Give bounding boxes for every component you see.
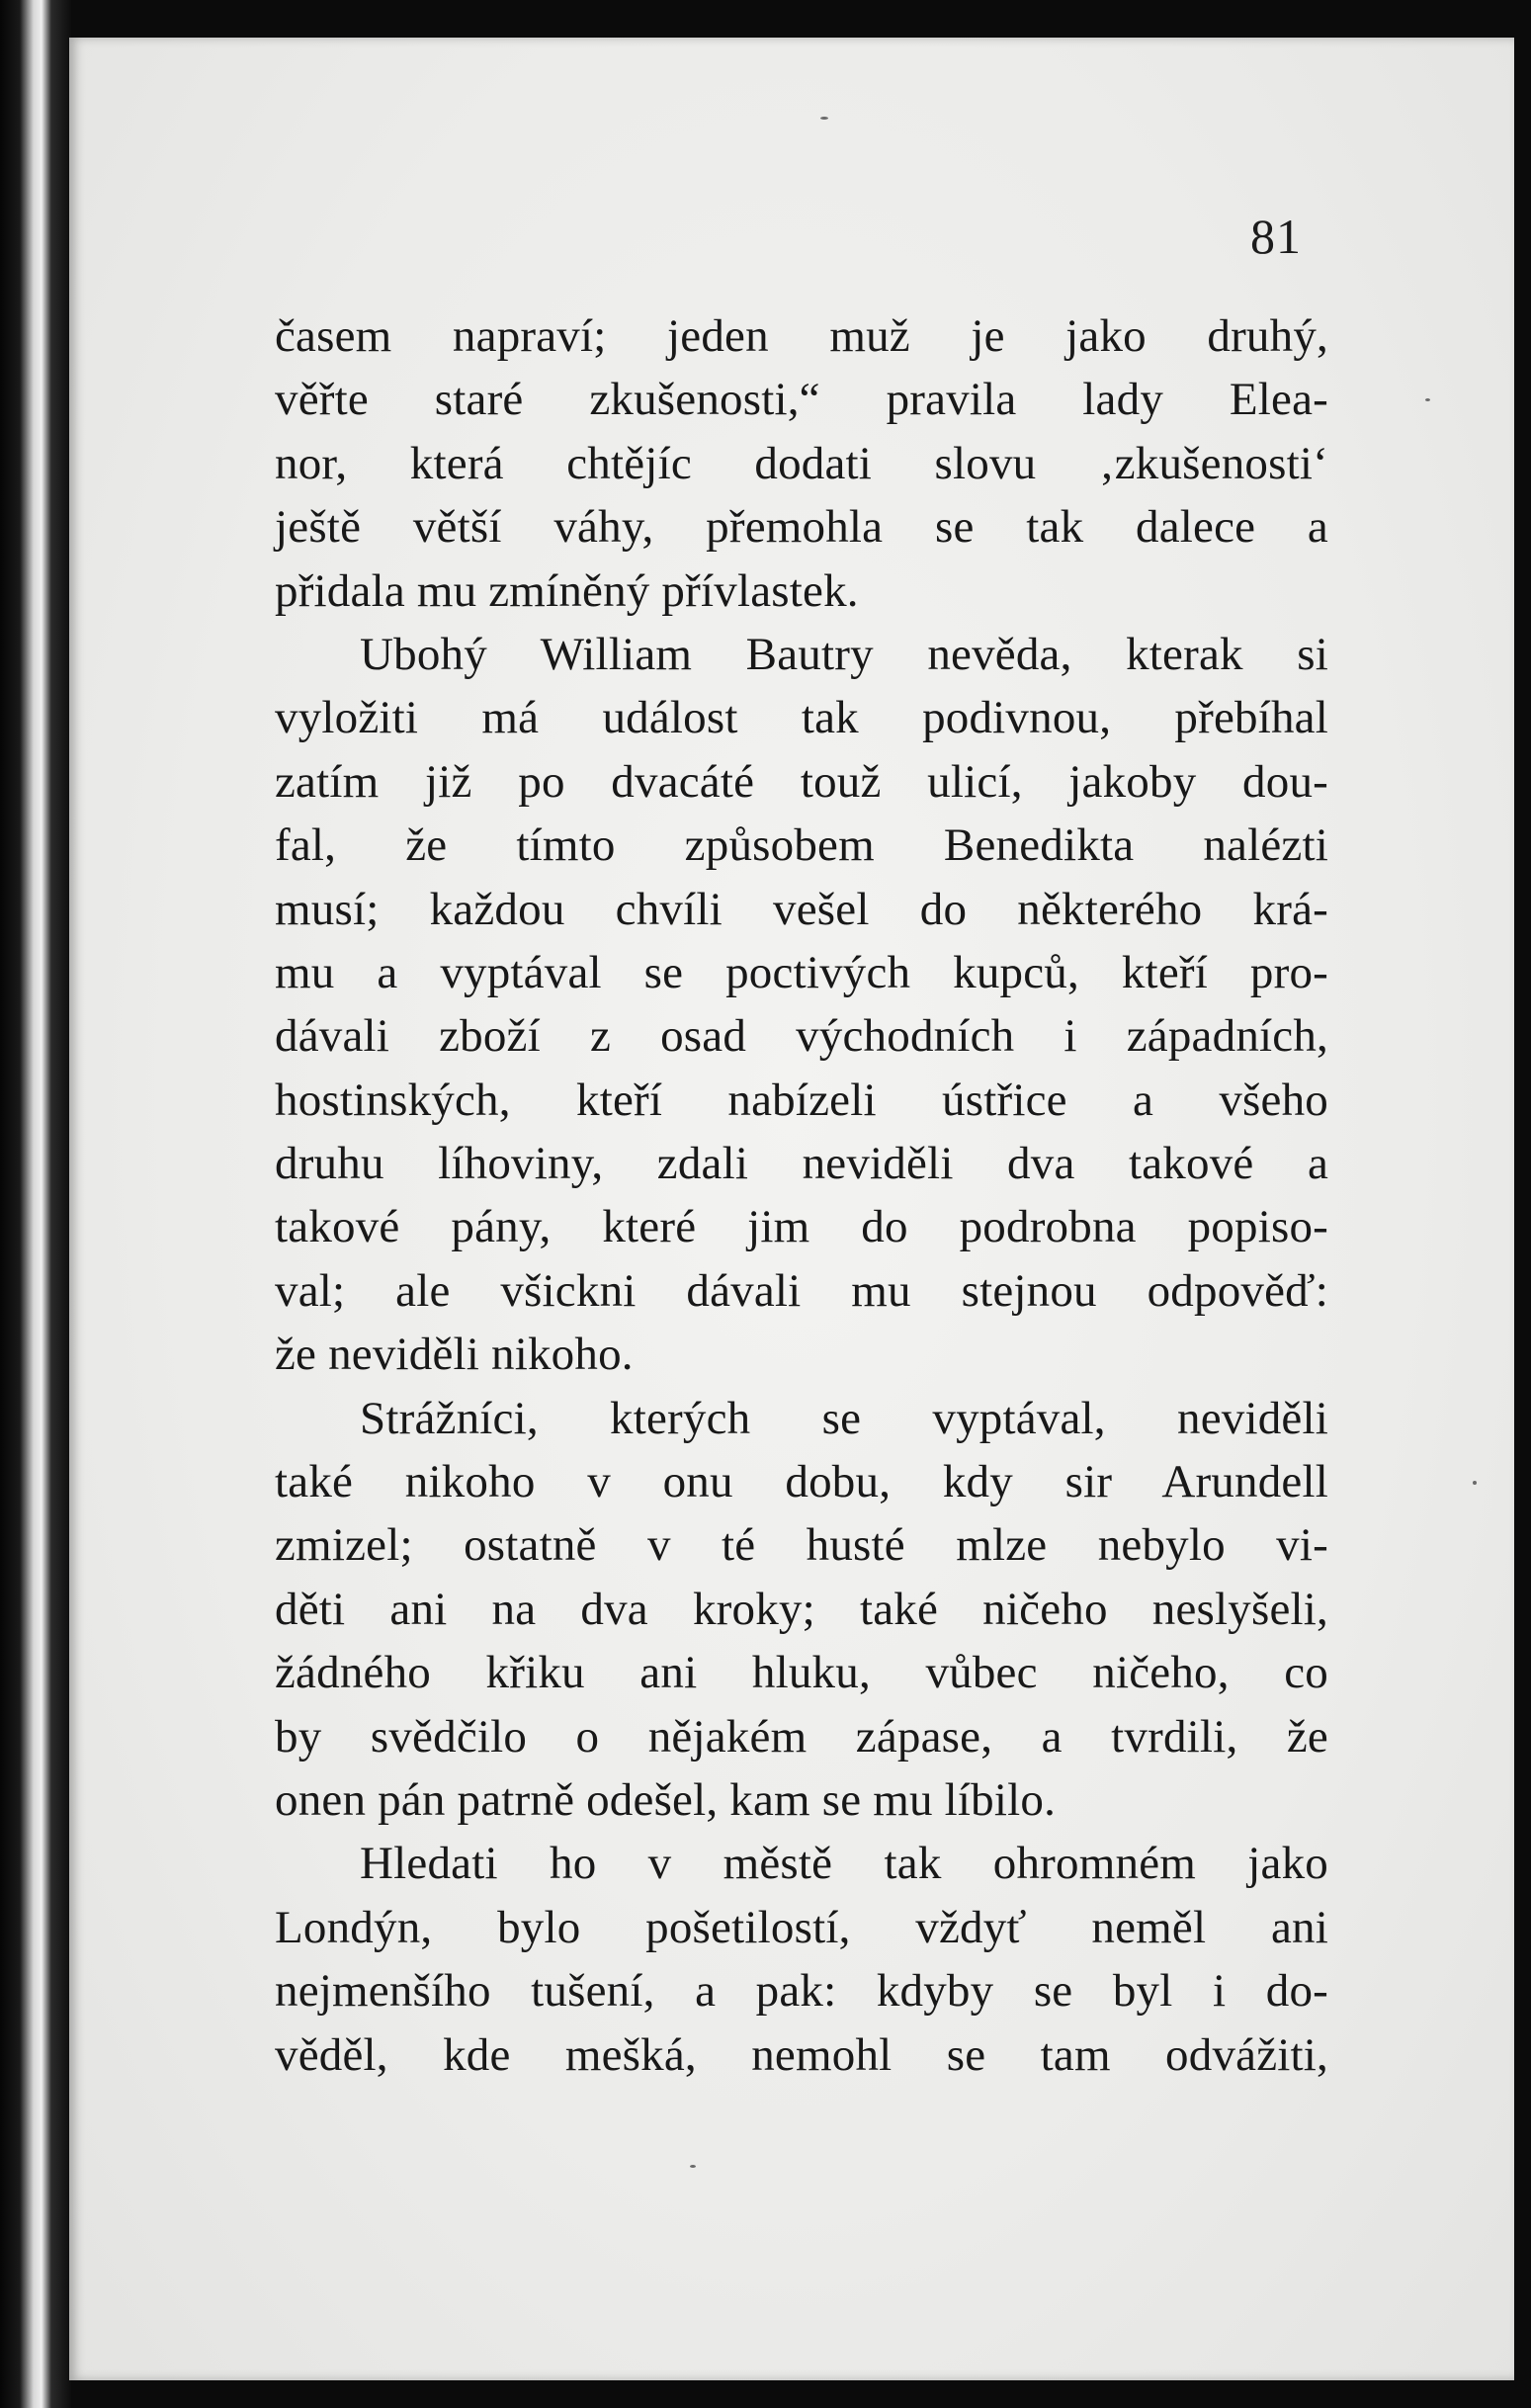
text-line: časem napraví; jeden muž je jako druhý, bbox=[275, 310, 1328, 362]
text-line: přidala mu zmíněný přívlastek. bbox=[275, 564, 859, 617]
text-line: věděl, kde mešká, nemohl se tam odvážiti, bbox=[275, 2028, 1328, 2081]
text-line: dávali zboží z osad východních i západních, bbox=[275, 1010, 1328, 1063]
book-page bbox=[69, 38, 1514, 2380]
text-line: Ubohý William Bautry nevěda, kterak si bbox=[360, 628, 1328, 680]
text-line: Hledati ho v městě tak ohromném jako bbox=[360, 1838, 1328, 1890]
text-line: že neviděli nikoho. bbox=[275, 1329, 634, 1381]
text-line: onen pán patrně odešel, kam se mu líbilo. bbox=[275, 1773, 1057, 1826]
text-line: také nikoho v onu dobu, kdy sir Arundell bbox=[275, 1456, 1328, 1508]
text-line: zatím již po dvacáté touž ulicí, jakoby dou- bbox=[275, 755, 1328, 808]
text-line: děti ani na dva kroky; také ničeho neslyšeli, bbox=[275, 1583, 1328, 1635]
text-line: by svědčilo o nějakém zápase, a tvrdili, že bbox=[275, 1710, 1328, 1763]
text-line: mu a vyptával se poctivých kupců, kteří pro- bbox=[275, 946, 1328, 998]
text-line: věřte staré zkušenosti,“ pravila lady Elea- bbox=[275, 374, 1328, 426]
text-line: vyložiti má událost tak podivnou, přebíhal bbox=[275, 692, 1328, 744]
text-line: val; ale všickni dávali mu stejnou odpověď: bbox=[275, 1264, 1328, 1317]
book-binding-edge bbox=[0, 0, 71, 2408]
text-line: nor, která chtějíc dodati slovu ‚zkušenosti‘ bbox=[275, 437, 1328, 489]
text-line: musí; každou chvíli vešel do některého krá- bbox=[275, 883, 1328, 935]
paper-speck bbox=[1425, 398, 1430, 401]
text-line: žádného křiku ani hluku, vůbec ničeho, co bbox=[275, 1647, 1328, 1699]
text-line: fal, že tímto způsobem Benedikta nalézti bbox=[275, 819, 1328, 872]
text-line: Londýn, bylo pošetilostí, vždyť neměl ani bbox=[275, 1901, 1328, 1953]
paper-speck bbox=[820, 117, 828, 120]
text-line: ještě větší váhy, přemohla se tak dalece a bbox=[275, 501, 1328, 554]
text-line: nejmenšího tušení, a pak: kdyby se byl i do- bbox=[275, 1965, 1328, 2018]
text-line: hostinských, kteří nabízeli ústřice a všeho bbox=[275, 1074, 1328, 1126]
paper-speck bbox=[690, 2165, 696, 2168]
page-text bbox=[275, 304, 1328, 2087]
paper-speck bbox=[1473, 1481, 1477, 1485]
text-line: druhu líhoviny, zdali neviděli dva takové a bbox=[275, 1138, 1328, 1190]
text-line: takové pány, které jim do podrobna popiso- bbox=[275, 1201, 1328, 1253]
text-line: zmizel; ostatně v té husté mlze nebylo vi- bbox=[275, 1519, 1328, 1572]
text-line: Strážníci, kterých se vyptával, neviděli bbox=[360, 1392, 1328, 1444]
page-number: 81 bbox=[1250, 209, 1302, 264]
